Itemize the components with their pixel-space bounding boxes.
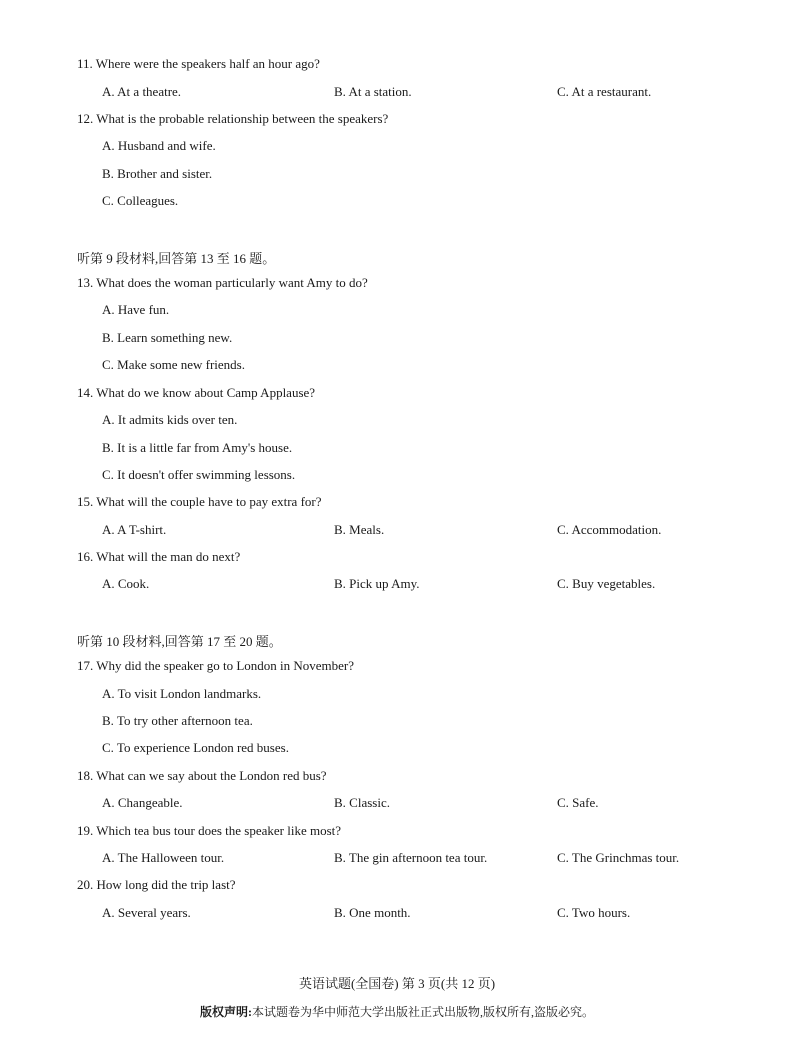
option-c: C. Safe.: [557, 795, 599, 810]
option-c: C. Two hours.: [557, 905, 631, 920]
option-c: C. It doesn't offer swimming lessons.: [102, 467, 296, 482]
option-b: B. At a station.: [334, 84, 412, 99]
option-a: A. Husband and wife.: [102, 138, 216, 153]
option-b: B. Classic.: [334, 795, 390, 810]
question-stem: 19. Which tea bus tour does the speaker like most?: [77, 823, 342, 838]
page-footer: 英语试题(全国卷) 第 3 页(共 12 页): [298, 976, 496, 991]
copyright-notice: [0, 1003, 794, 1020]
option-b: B. It is a little far from Amy's house.: [102, 440, 293, 455]
option-a: A. It admits kids over ten.: [102, 412, 238, 427]
question-stem: 20. How long did the trip last?: [77, 877, 236, 892]
section-instruction: 听第 9 段材料,回答第 13 至 16 题。: [77, 251, 276, 266]
option-a: A. To visit London landmarks.: [102, 686, 262, 701]
option-a: A. Several years.: [102, 905, 191, 920]
question-stem: 16. What will the man do next?: [77, 549, 241, 564]
option-b: B. One month.: [334, 905, 411, 920]
question-stem: 14. What do we know about Camp Applause?: [77, 385, 316, 400]
option-c: C. Colleagues.: [102, 193, 179, 208]
option-b: B. Pick up Amy.: [334, 576, 420, 591]
question-stem: 15. What will the couple have to pay extra for?: [77, 494, 322, 509]
option-a: A. Have fun.: [102, 302, 170, 317]
option-c: C. Make some new friends.: [102, 357, 245, 372]
option-b: B. To try other afternoon tea.: [102, 713, 253, 728]
question-stem: 11. Where were the speakers half an hour ago?: [77, 56, 320, 71]
question-stem: 12. What is the probable relationship between the speakers?: [77, 111, 389, 126]
question-stem: 13. What does the woman particularly want Amy to do?: [77, 275, 368, 290]
option-b: B. Learn something new.: [102, 330, 233, 345]
question-stem: 17. Why did the speaker go to London in November?: [77, 658, 355, 673]
option-a: A. The Halloween tour.: [102, 850, 225, 865]
option-c: C. At a restaurant.: [557, 84, 652, 99]
section-instruction: 听第 10 段材料,回答第 17 至 20 题。: [77, 634, 282, 649]
option-b: B. The gin afternoon tea tour.: [334, 850, 488, 865]
option-c: C. Buy vegetables.: [557, 576, 656, 591]
copyright-label: 版权声明:: [199, 1005, 252, 1019]
option-a: A. Changeable.: [102, 795, 183, 810]
copyright-text: 本试题卷为华中师范大学出版社正式出版物,版权所有,盗版必究。: [251, 1005, 594, 1019]
question-stem: 18. What can we say about the London red bus?: [77, 768, 327, 783]
option-b: B. Brother and sister.: [102, 166, 213, 181]
option-b: B. Meals.: [334, 522, 385, 537]
option-a: A. At a theatre.: [102, 84, 182, 99]
option-a: A. A T-shirt.: [102, 522, 167, 537]
option-a: A. Cook.: [102, 576, 150, 591]
option-c: C. The Grinchmas tour.: [557, 850, 680, 865]
option-c: C. Accommodation.: [557, 522, 662, 537]
option-c: C. To experience London red buses.: [102, 740, 289, 755]
